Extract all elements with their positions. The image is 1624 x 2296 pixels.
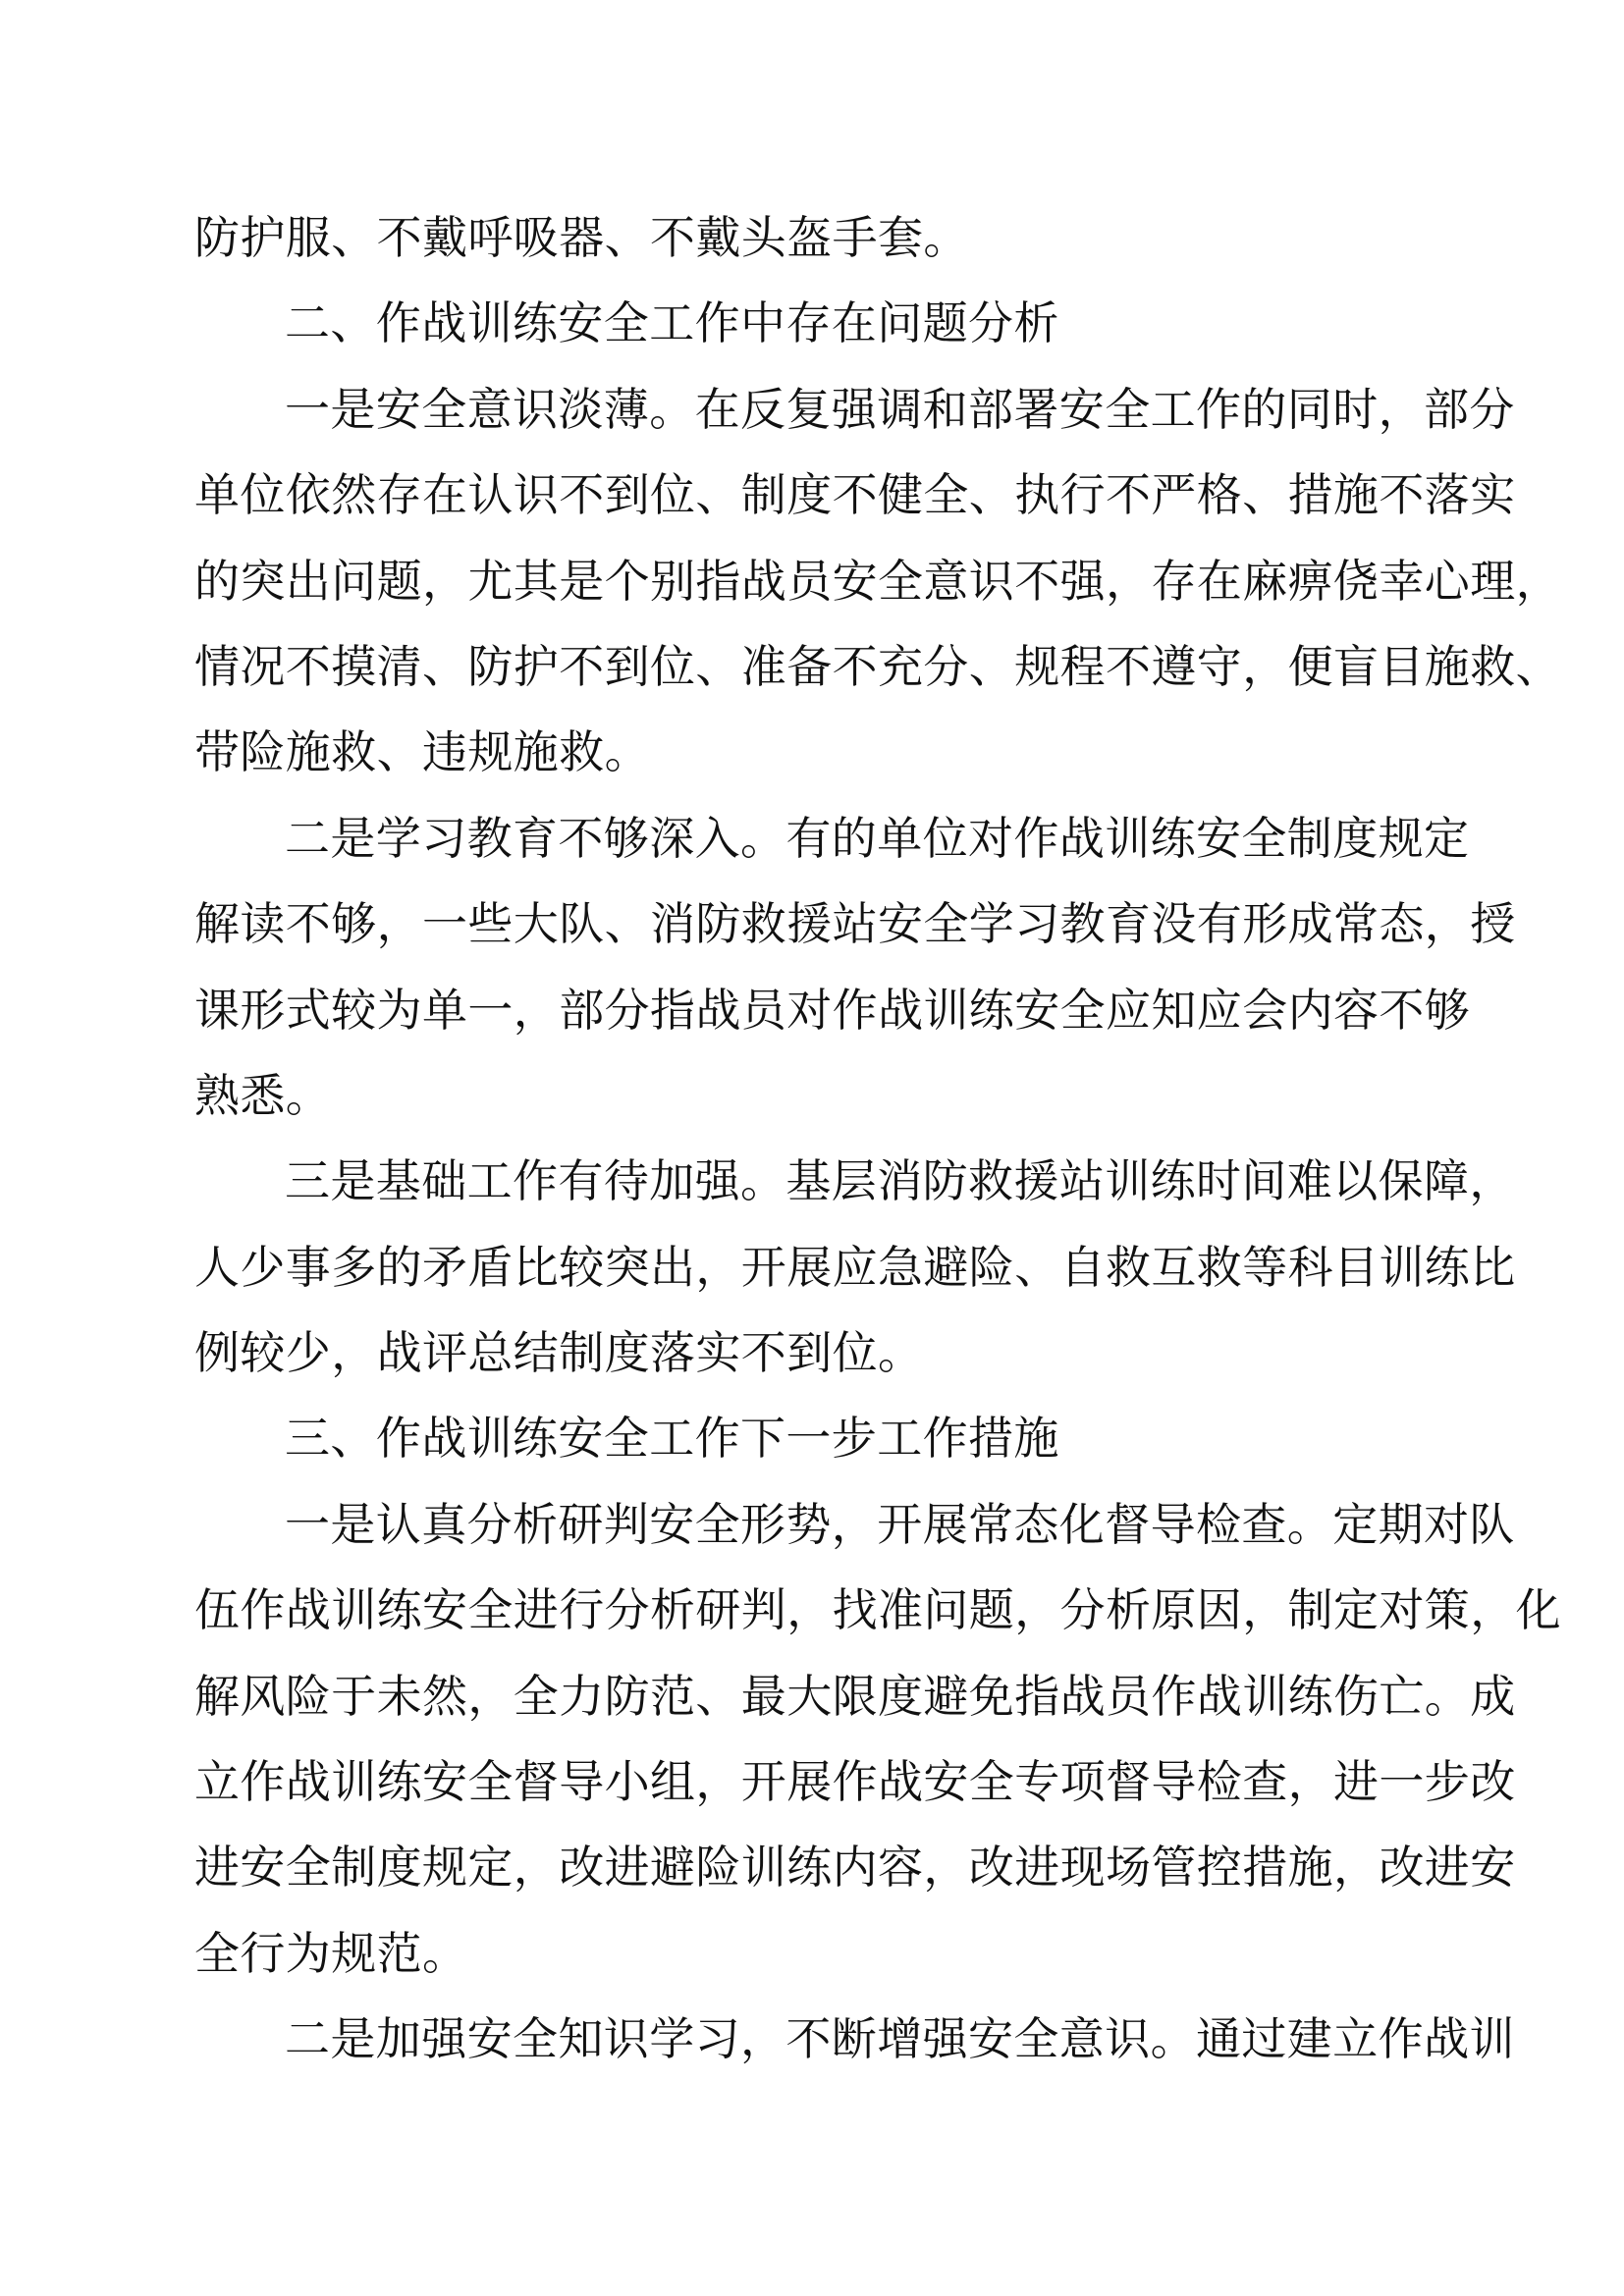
section-heading: 三、作战训练安全工作下一步工作措施 bbox=[285, 1412, 1059, 1466]
text-line: 二是学习教育不够深入。有的单位对作战训练安全制度规定 bbox=[285, 811, 1470, 865]
text-line: 带险施救、违规施救。 bbox=[194, 725, 650, 779]
text-line: 伍作战训练安全进行分析研判，找准问题，分析原因，制定对策，化 bbox=[194, 1583, 1561, 1637]
text-line: 解风险于未然，全力防范、最大限度避免指战员作战训练伤亡。成 bbox=[194, 1669, 1516, 1723]
text-line: 熟悉。 bbox=[194, 1068, 332, 1122]
text-line: 进安全制度规定，改进避险训练内容，改进现场管控措施，改进安 bbox=[194, 1841, 1516, 1895]
text-line: 人少事多的矛盾比较突出，开展应急避险、自救互救等科目训练比 bbox=[194, 1240, 1516, 1294]
text-line: 一是安全意识淡薄。在反复强调和部署安全工作的同时，部分 bbox=[285, 382, 1515, 436]
text-line: 全行为规范。 bbox=[194, 1926, 468, 1980]
text-line: 情况不摸清、防护不到位、准备不充分、规程不遵守，便盲目施救、 bbox=[194, 639, 1561, 693]
text-line: 课形式较为单一，部分指战员对作战训练安全应知应会内容不够 bbox=[194, 983, 1471, 1037]
text-line: 一是认真分析研判安全形势，开展常态化督导检查。定期对队 bbox=[285, 1497, 1515, 1551]
text-line: 防护服、不戴呼吸器、不戴头盔手套。 bbox=[194, 211, 969, 264]
text-line: 的突出问题，尤其是个别指战员安全意识不强，存在麻痹侥幸心理， bbox=[194, 554, 1561, 608]
text-line: 解读不够，一些大队、消防救援站安全学习教育没有形成常态，授 bbox=[194, 897, 1516, 951]
text-line: 立作战训练安全督导小组，开展作战安全专项督导检查，进一步改 bbox=[194, 1755, 1516, 1809]
text-line: 例较少，战评总结制度落实不到位。 bbox=[194, 1326, 924, 1380]
text-line: 三是基础工作有待加强。基层消防救援站训练时间难以保障， bbox=[285, 1154, 1515, 1208]
text-line: 二是加强安全知识学习，不断增强安全意识。通过建立作战训 bbox=[285, 2012, 1515, 2066]
section-heading: 二、作战训练安全工作中存在问题分析 bbox=[285, 296, 1059, 350]
document-body bbox=[194, 195, 1561, 2083]
text-line: 单位依然存在认识不到位、制度不健全、执行不严格、措施不落实 bbox=[194, 468, 1516, 522]
